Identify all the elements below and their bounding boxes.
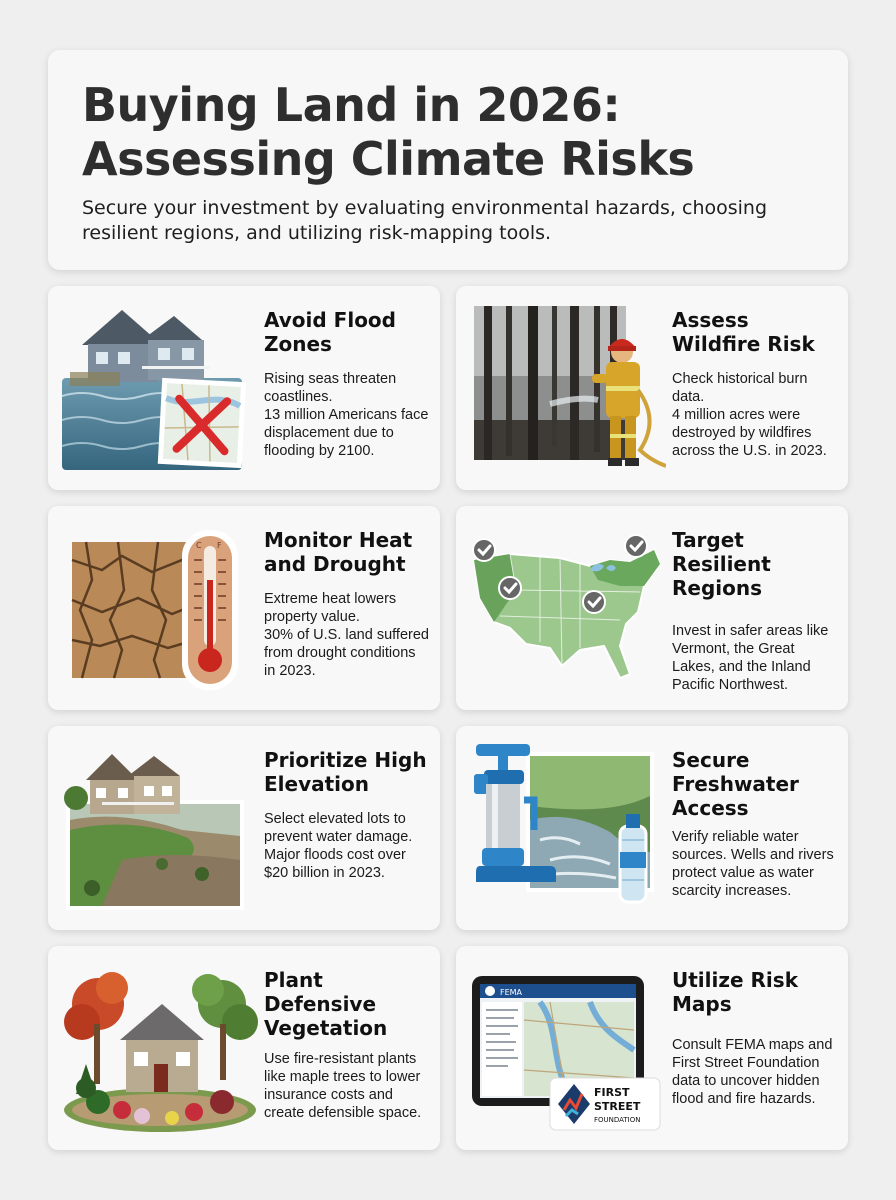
card-title: Assess Wildfire Risk (672, 308, 815, 356)
logo-line-3: FOUNDATION (594, 1116, 641, 1124)
title-line-2: Assessing Climate Risks (82, 132, 695, 186)
card-target-resilient-regions (456, 506, 848, 710)
tablet-risk-map-icon (470, 960, 666, 1134)
card-prioritize-high-elevation (48, 726, 440, 930)
logo-line-1: FIRST (594, 1086, 630, 1099)
logo-line-2: STREET (594, 1100, 641, 1113)
card-body: Consult FEMA maps and First Street Foundation data to uncover hidden flood and fire hazards. (672, 1037, 833, 1107)
card-title: Plant Defensive Vegetation (264, 968, 388, 1040)
card-title: Prioritize High Elevation (264, 748, 427, 796)
card-title: Secure Freshwater Access (672, 748, 799, 820)
card-body: Invest in safer areas like Vermont, the Great Lakes, and the Inland Pacific Northwest. (672, 623, 829, 693)
card-utilize-risk-maps (456, 946, 848, 1150)
card-title: Avoid Flood Zones (264, 308, 396, 356)
house-landscaping-icon (62, 960, 258, 1134)
us-map-checkmarks-icon (470, 520, 666, 694)
page-subtitle: Secure your investment by evaluating environmental hazards, choosing resilient regions, and utilizing risk-mapping tools. (82, 197, 768, 244)
card-title: Monitor Heat and Drought (264, 528, 413, 576)
tablet-header-label: FEMA (500, 988, 523, 997)
card-avoid-flood-zones (48, 286, 440, 490)
card-body: Check historical burn data. 4 million acres were destroyed by wildfires across the U.S. in 2023. (672, 371, 827, 459)
thermometer-c-label: C (196, 541, 202, 550)
card-body: Verify reliable water sources. Wells and rivers protect value as water scarcity increases. (672, 829, 834, 899)
page-title (82, 78, 814, 186)
firefighter-burned-forest-icon (470, 300, 666, 474)
card-body: Extreme heat lowers property value. 30% of U.S. land suffered from drought conditions in 2023. (264, 591, 429, 679)
card-title: Target Resilient Regions (672, 528, 771, 600)
card-monitor-heat-and-drought (48, 506, 440, 710)
thermometer-cracked-earth-icon (62, 520, 258, 694)
header-panel (48, 50, 848, 270)
thermometer-f-label: F (217, 541, 222, 550)
card-title: Utilize Risk Maps (672, 968, 798, 1016)
flooded-house-map-icon (62, 300, 258, 474)
water-pump-river-icon (470, 740, 666, 914)
title-line-1: Buying Land in 2026: (82, 78, 621, 132)
card-body: Rising seas threaten coastlines. 13 million Americans face displacement due to flooding by 2100. (264, 371, 429, 459)
hilltop-house-flood-icon (62, 740, 258, 914)
card-body: Select elevated lots to prevent water damage. Major floods cost over $20 billion in 2023. (264, 811, 413, 881)
card-assess-wildfire-risk (456, 286, 848, 490)
card-secure-freshwater-access (456, 726, 848, 930)
card-plant-defensive-vegetation (48, 946, 440, 1150)
card-body: Use fire-resistant plants like maple trees to lower insurance costs and create defensible space. (264, 1051, 422, 1121)
